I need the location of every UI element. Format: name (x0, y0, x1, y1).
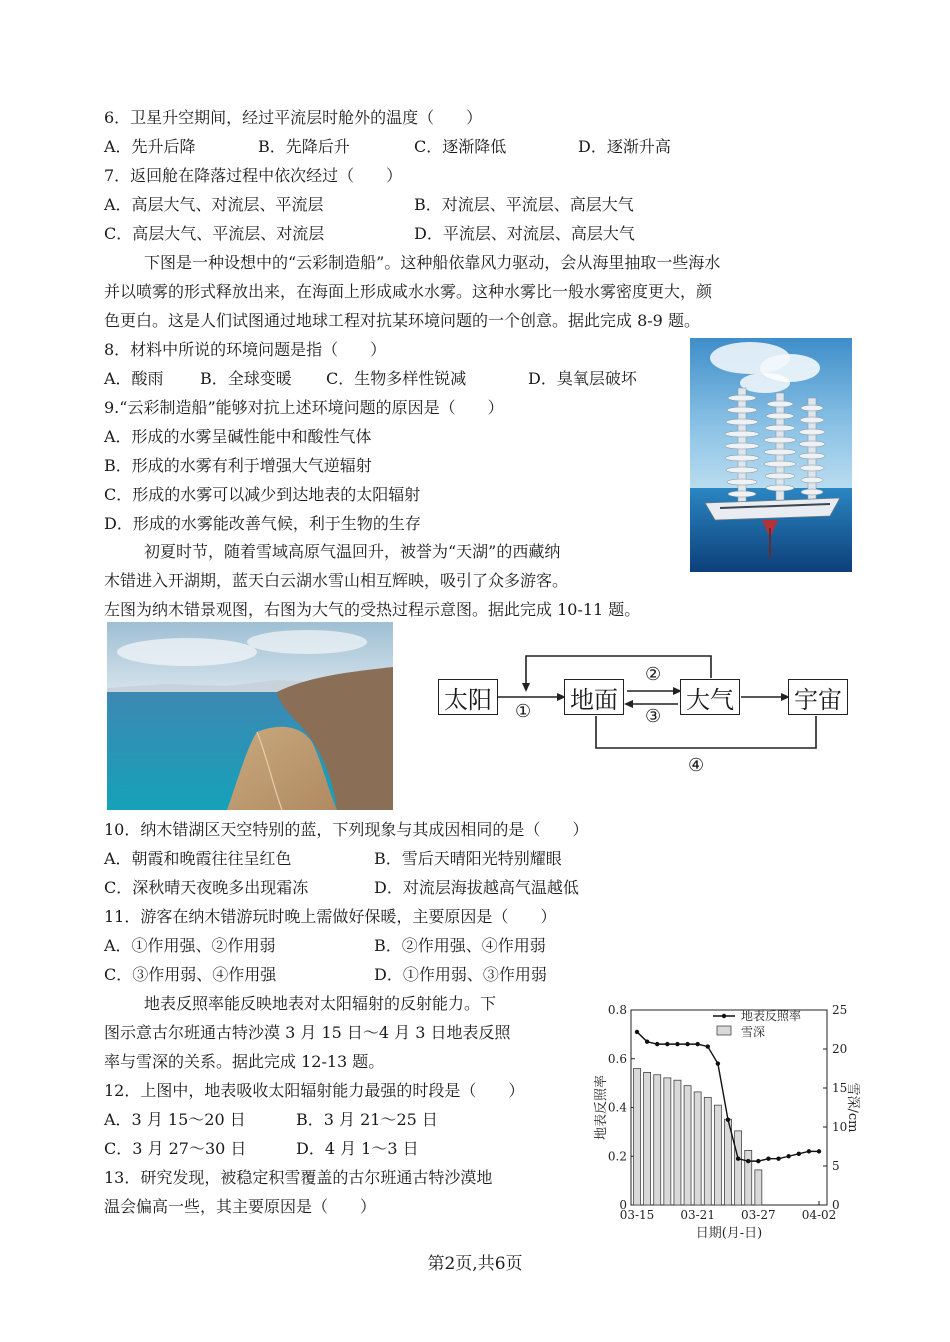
snow-depth-bar (755, 1170, 762, 1205)
q10-option-c: C．深秋晴天夜晚多出现霜冻 (104, 878, 309, 897)
cloud-ship-image (690, 338, 852, 572)
albedo-point (695, 1042, 699, 1046)
albedo-point (665, 1042, 669, 1046)
intro-10-11-line-1: 初夏时节，随着雪域高原气温回升，被誉为“天湖”的西藏纳 (144, 542, 561, 561)
diagram-ground-box: 地面 (564, 679, 624, 715)
snow-depth-bar (714, 1105, 721, 1205)
x-tick-label: 03-15 (619, 1208, 655, 1222)
left-tick-label: 0 (619, 1198, 627, 1212)
albedo-point (807, 1149, 811, 1153)
q9-option-d: D．形成的水雾能改善气候，利于生物的生存 (104, 514, 421, 533)
intro-8-9-line-2: 并以喷雾的形式释放出来，在海面上形成咸水水雾。这种水雾比一般水雾密度更大，颜 (104, 282, 713, 301)
q13-line-2: 温会偏高一些，其主要原因是（ ） (104, 1197, 377, 1216)
q7-option-a: A．高层大气、对流层、平流层 (104, 195, 324, 214)
snow-depth-bar (664, 1078, 671, 1205)
albedo-point (797, 1152, 801, 1156)
q9-stem: 9.“云彩制造船”能够对抗上述环境问题的原因是（ ） (104, 398, 504, 417)
albedo-point (786, 1154, 790, 1158)
right-tick-label: 15 (832, 1081, 848, 1095)
intro-12-13-line-3: 率与雪深的关系。据此完成 12-13 题。 (104, 1052, 385, 1071)
albedo-point (746, 1159, 750, 1163)
albedo-point (706, 1044, 710, 1048)
albedo-point (776, 1156, 780, 1160)
x-axis-title: 日期(月-日) (695, 1226, 763, 1241)
diagram-space-box: 宇宙 (788, 679, 848, 715)
albedo-point (726, 1117, 730, 1121)
albedo-point (655, 1042, 659, 1046)
albedo-point (716, 1061, 720, 1065)
q8-option-a: A．酸雨 (104, 369, 164, 388)
q11-option-d: D．①作用弱、③作用弱 (374, 965, 547, 984)
q12-option-b: B．3 月 21～25 日 (296, 1110, 438, 1129)
left-axis-title: 地表反照率 (594, 1074, 609, 1141)
q12-option-c: C．3 月 27～30 日 (104, 1139, 247, 1158)
right-tick-label: 10 (832, 1120, 848, 1134)
right-tick-label: 0 (832, 1198, 840, 1212)
albedo-point (675, 1042, 679, 1046)
albedo-point (635, 1030, 639, 1034)
q9-option-c: C．形成的水雾可以减少到达地表的太阳辐射 (104, 485, 421, 504)
legend-line-marker (722, 1014, 726, 1018)
diagram-label-1: ① (515, 701, 532, 722)
albedo-snow-chart (594, 1000, 860, 1245)
q6-option-a: A．先升后降 (104, 137, 196, 156)
q7-stem: 7．返回舱在降落过程中依次经过（ ） (104, 166, 403, 185)
albedo-point (766, 1156, 770, 1160)
q7-option-c: C．高层大气、平流层、对流层 (104, 224, 325, 243)
snow-depth-bar (634, 1069, 641, 1206)
q7-option-d: D．平流层、对流层、高层大气 (414, 224, 635, 243)
q8-option-d: D．臭氧层破坏 (528, 369, 637, 388)
diagram-label-2: ② (645, 664, 662, 685)
snow-depth-bar (745, 1150, 752, 1205)
legend-bar-swatch (717, 1026, 731, 1035)
intro-10-11-line-3: 左图为纳木错景观图，右图为大气的受热过程示意图。据此完成 10-11 题。 (104, 600, 641, 619)
right-tick-label: 5 (832, 1159, 840, 1173)
legend-bar-label: 雪深 (741, 1025, 766, 1039)
x-tick-label: 04-02 (801, 1208, 837, 1222)
q10-option-b: B．雪后天晴阳光特别耀眼 (374, 849, 562, 868)
intro-8-9-line-3: 色更白。这是人们试图通过地球工程对抗某环境问题的一个创意。据此完成 8-9 题。 (104, 311, 700, 330)
q12-option-a: A．3 月 15～20 日 (104, 1110, 246, 1129)
left-tick-label: 0.8 (607, 1003, 627, 1017)
intro-8-9-line-1: 下图是一种设想中的“云彩制造船”。这种船依靠风力驱动，会从海里抽取一些海水 (144, 253, 721, 272)
q6-option-c: C．逐渐降低 (414, 137, 507, 156)
q12-stem: 12．上图中，地表吸收太阳辐射能力最强的时段是（ ） (104, 1081, 525, 1100)
q8-stem: 8．材料中所说的环境问题是指（ ） (104, 340, 387, 359)
q11-stem: 11．游客在纳木错游玩时晚上需做好保暖，主要原因是（ ） (104, 907, 557, 926)
q7-option-b: B．对流层、平流层、高层大气 (414, 195, 634, 214)
left-tick-label: 0.2 (607, 1149, 627, 1164)
snow-depth-bar (654, 1075, 661, 1205)
albedo-point (756, 1159, 760, 1163)
left-tick-label: 0.4 (607, 1100, 627, 1115)
q12-option-d: D．4 月 1～3 日 (296, 1139, 419, 1158)
diagram-sun-box: 太阳 (438, 679, 498, 715)
snow-depth-bar (644, 1072, 651, 1205)
diagram-atmosphere-box: 大气 (680, 679, 740, 715)
x-tick-label: 03-27 (741, 1208, 776, 1222)
q11-option-a: A．①作用强、②作用弱 (104, 936, 276, 955)
albedo-point (736, 1156, 740, 1160)
q9-option-b: B．形成的水雾有利于增强大气逆辐射 (104, 456, 372, 475)
snow-depth-bar (674, 1080, 681, 1205)
snow-depth-bar (684, 1086, 691, 1205)
right-tick-label: 20 (832, 1042, 848, 1056)
q8-option-c: C．生物多样性锐减 (326, 369, 467, 388)
legend-line-label: 地表反照率 (741, 1009, 802, 1023)
albedo-point (645, 1039, 649, 1043)
q10-option-a: A．朝霞和晚霞往往呈红色 (104, 849, 292, 868)
diagram-label-3: ③ (645, 706, 662, 727)
q8-option-b: B．全球变暖 (200, 369, 292, 388)
left-tick-label: 0.6 (607, 1051, 627, 1066)
snow-depth-bar (704, 1097, 711, 1205)
page-footer: 第2页,共6页 (427, 1254, 523, 1274)
q11-option-b: B．②作用强、④作用弱 (374, 936, 546, 955)
albedo-point (685, 1042, 689, 1046)
right-tick-label: 25 (832, 1003, 848, 1017)
albedo-point (817, 1149, 821, 1153)
q9-option-a: A．形成的水雾呈碱性能中和酸性气体 (104, 427, 372, 446)
q10-option-d: D．对流层海拔越高气温越低 (374, 878, 579, 897)
snow-depth-bar (694, 1092, 701, 1205)
q10-stem: 10．纳木错湖区天空特别的蓝，下列现象与其成因相同的是（ ） (104, 820, 589, 839)
q6-option-b: B．先降后升 (258, 137, 350, 156)
snow-depth-bar (735, 1131, 742, 1205)
q6-stem: 6．卫星升空期间，经过平流层时舱外的温度（ ） (104, 108, 483, 127)
intro-10-11-line-2: 木错进入开湖期，蓝天白云湖水雪山相互辉映，吸引了众多游客。 (104, 571, 569, 590)
intro-12-13-line-1: 地表反照率能反映地表对太阳辐射的反射能力。下 (144, 994, 497, 1013)
right-axis-title: 雪深/cm (845, 1082, 860, 1133)
intro-12-13-line-2: 图示意古尔班通古特沙漠 3 月 15 日～4 月 3 日地表反照 (104, 1023, 511, 1042)
namtso-lake-photo (107, 622, 393, 810)
snow-depth-bar (725, 1119, 732, 1205)
diagram-label-4: ④ (688, 755, 705, 776)
q11-option-c: C．③作用弱、④作用强 (104, 965, 277, 984)
q6-option-d: D．逐渐升高 (578, 137, 671, 156)
q13-line-1: 13．研究发现，被稳定积雪覆盖的古尔班通古特沙漠地 (104, 1168, 493, 1187)
x-tick-label: 03-21 (680, 1208, 715, 1222)
